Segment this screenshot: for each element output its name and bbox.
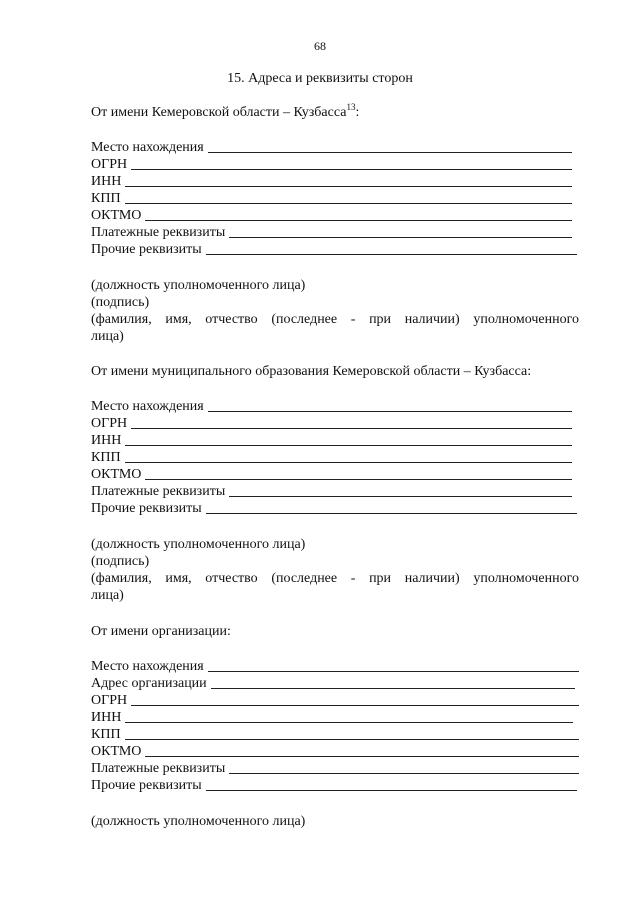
party-header-text: От имени Кемеровской области – Кузбасса [91, 105, 347, 120]
fill-line[interactable] [125, 444, 572, 446]
field-label: Прочие реквизиты [91, 778, 202, 793]
field-label: Прочие реквизиты [91, 501, 202, 516]
field-label: ОГРН [91, 157, 128, 172]
fill-line[interactable] [125, 721, 573, 723]
field-row [91, 415, 572, 432]
fill-line[interactable] [131, 427, 572, 429]
fill-line[interactable] [229, 236, 572, 238]
field-row [91, 760, 579, 777]
position-caption: (должность уполномоченного лица) [91, 814, 306, 829]
field-label: Прочие реквизиты [91, 242, 202, 257]
name-caption-continued: лица) [91, 588, 124, 603]
requisites-block-region [91, 139, 572, 258]
field-label: Адрес организации [91, 676, 207, 691]
field-label: ОКТМО [91, 467, 142, 482]
field-label: ИНН [91, 710, 122, 725]
name-caption-continued: лица) [91, 329, 124, 344]
field-label: ИНН [91, 433, 122, 448]
field-label: ОКТМО [91, 208, 142, 223]
field-row [91, 449, 572, 466]
field-row [91, 190, 572, 207]
fill-line[interactable] [211, 687, 575, 689]
field-row [91, 658, 579, 675]
field-label: ИНН [91, 174, 122, 189]
footnote-marker: 13 [346, 102, 356, 112]
party-header-suffix: : [355, 105, 360, 120]
field-row [91, 692, 579, 709]
field-row [91, 500, 577, 517]
field-row [91, 139, 572, 156]
field-row [91, 675, 575, 692]
field-label: ОГРН [91, 416, 128, 431]
section-title: 15. Адреса и реквизиты сторон [227, 71, 413, 86]
signature-block [91, 536, 579, 604]
signature-caption: (подпись) [91, 295, 150, 310]
field-row [91, 156, 572, 173]
fill-line[interactable] [125, 738, 579, 740]
fill-line[interactable] [206, 789, 577, 791]
field-row [91, 173, 572, 190]
name-caption: (фамилия, имя, отчество (последнее - при наличии) уполномоченного [91, 312, 579, 327]
signature-block [91, 277, 579, 345]
field-row [91, 466, 572, 483]
signature-caption: (подпись) [91, 554, 150, 569]
field-label: КПП [91, 727, 121, 742]
party-header-municipal: От имени муниципального образования Кемеровской области – Кузбасса: [91, 364, 532, 379]
field-row [91, 743, 579, 760]
name-caption: (фамилия, имя, отчество (последнее - при наличии) уполномоченного [91, 571, 579, 586]
field-label: Место нахождения [91, 659, 204, 674]
fill-line[interactable] [208, 151, 572, 153]
fill-line[interactable] [145, 219, 572, 221]
fill-line[interactable] [208, 670, 579, 672]
field-row [91, 726, 579, 743]
field-label: ОКТМО [91, 744, 142, 759]
position-caption: (должность уполномоченного лица) [91, 278, 306, 293]
field-label: Платежные реквизиты [91, 484, 226, 499]
requisites-block-organization [91, 658, 579, 794]
requisites-block-municipal [91, 398, 572, 517]
fill-line[interactable] [145, 478, 572, 480]
field-label: Платежные реквизиты [91, 225, 226, 240]
party-header-organization: От имени организации: [91, 624, 231, 639]
position-caption: (должность уполномоченного лица) [91, 537, 306, 552]
field-row [91, 483, 572, 500]
field-label: Место нахождения [91, 140, 204, 155]
fill-line[interactable] [206, 253, 577, 255]
field-row [91, 709, 573, 726]
fill-line[interactable] [229, 495, 572, 497]
field-label: КПП [91, 191, 121, 206]
party-header-region [91, 104, 591, 121]
fill-line[interactable] [131, 704, 579, 706]
fill-line[interactable] [206, 512, 577, 514]
fill-line[interactable] [125, 185, 572, 187]
field-row [91, 777, 577, 794]
fill-line[interactable] [208, 410, 572, 412]
fill-line[interactable] [145, 755, 579, 757]
field-label: Платежные реквизиты [91, 761, 226, 776]
field-row [91, 224, 572, 241]
field-label: ОГРН [91, 693, 128, 708]
field-row [91, 432, 572, 449]
fill-line[interactable] [125, 461, 572, 463]
field-label: Место нахождения [91, 399, 204, 414]
field-row [91, 207, 572, 224]
fill-line[interactable] [131, 168, 572, 170]
fill-line[interactable] [229, 772, 579, 774]
field-row [91, 398, 572, 415]
field-label: КПП [91, 450, 121, 465]
field-row [91, 241, 577, 258]
signature-block [91, 813, 579, 830]
page-number: 68 [314, 39, 326, 53]
fill-line[interactable] [125, 202, 572, 204]
